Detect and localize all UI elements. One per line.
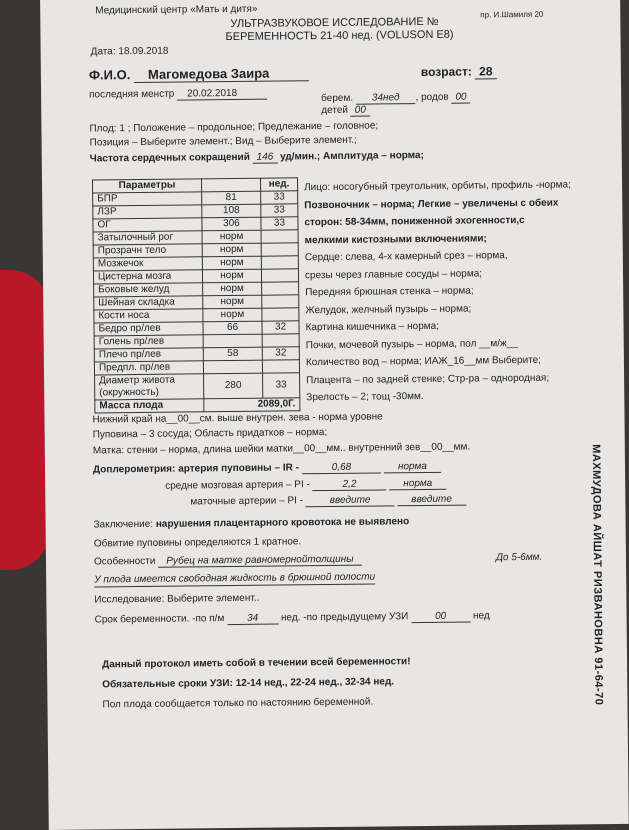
mca-row: средне мозговая артерия – PI - 2,2 норма [165,478,446,493]
table-cell: Цистерна мозга [93,270,202,284]
table-row [95,373,300,400]
cord-row: Пуповина – 3 сосуда; Область придатков – норма; [92,427,328,441]
table-cell: норм [202,243,261,257]
heart-rate-row: Частота сердечных сокращений 146 уд/мин.; Амплитуда – норма; [89,149,424,165]
table-cell: норм [202,269,261,283]
table-cell: Боковые желуд [94,283,203,297]
menstr-row: последняя менстр 20.02.2018 [89,88,267,102]
ultrasound-protocol-sheet [40,0,629,830]
table-cell: Прозрачн тело [93,244,202,258]
table-cell [203,360,262,374]
organ-line: Лицо: носогубный треугольник, орбиты, профиль -норма; [304,179,571,194]
table-cell: ЛЗР [93,205,202,219]
doc-title: УЛЬТРАЗВУКОВОЕ ИССЛЕДОВАНИЕ № [230,15,439,31]
table-cell [261,243,298,256]
conclusion-row: Заключение: нарушения плацентарного кровотока не выявлено [93,516,410,531]
pregnancy-row: берем. 34нед , родов 00 [321,91,471,105]
patient-name: Магомедова Заира [134,65,310,83]
table-cell: Плечо пр/лев [94,348,203,362]
table-cell [262,282,299,295]
table-cell [262,360,299,373]
age-row: возраст: 28 [421,65,497,78]
table-cell: Предпл. пр/лев [94,361,203,375]
organ-line: Количество вод – норма; ИАЖ_16__мм Выберите; [305,354,541,369]
patient-age: 28 [475,64,497,79]
children-row: детей 00 [321,105,370,118]
table-cell: норм [202,256,261,270]
table-cell [262,334,299,347]
table-cell: 32 [262,321,299,334]
organ-line: сторон: 58-34мм, пониженной эхогенности,с [304,214,525,229]
organ-line: Позвоночник – норма; Легкие – увеличены с обеих [304,197,559,211]
table-cell: ОГ [93,218,202,232]
doc-subtitle: БЕРЕМЕННОСТЬ 21-40 нед. (VOLUSON E8) [225,28,454,44]
fetus-position: Плод: 1 ; Положение – продольное; Предлежание – головное; [89,120,379,135]
table-cell: 306 [202,217,261,231]
table-cell: 33 [261,204,298,217]
table-cell: 108 [202,204,261,218]
uterus-row: Матка: стенки – норма, длина шейки матки__00__мм.. внутренний зев__00__мм. [92,441,471,457]
organ-line: Почки, мочевой пузырь – норма, пол __м/ж__ [305,337,518,351]
uterine-row: маточные артерии – PI - введите введите [190,494,466,509]
table-cell: 280 [204,373,263,399]
table-cell: Мозжечок [93,257,202,271]
table-cell: 33 [263,373,300,398]
table-cell: 33 [261,217,298,230]
table-cell: норм [202,230,261,244]
table-cell [262,295,299,308]
footer-sex: Пол плода сообщается только по настоянию беременной. [102,696,374,711]
organ-line: Сердце: слева, 4-х камерный срез – норма, [304,250,508,264]
organ-line: Плацента – по задней стенке; Стр-ра – однородная; [306,372,550,386]
heart-rate: 146 [253,152,278,164]
doctor-stamp: МАХМУДОВА АЙШАТ РИЗВАНОВНА 91-64-70 [589,444,605,706]
table-cell: 66 [203,321,262,335]
features-row: Особенности Рубец на матке равномернойтолщины [94,554,362,569]
table-cell: Голень пр/лев [94,335,203,349]
organ-line: Желудок, желчный пузырь – норма; [305,303,472,316]
organ-line: мелкими кистозными включениями; [304,232,487,246]
fio-row: Ф.И.О. Магомедова Заира [89,65,310,82]
organ-line: срезы через главные сосуды – норма; [304,267,483,281]
cord-wrap: Обвитие пуповины определяются 1 кратное. [93,536,302,550]
table-cell: Диаметр живота (окружность) [95,374,204,400]
table-cell: норм [203,295,262,309]
table-cell: Кости носа [94,309,203,323]
footer-keep: Данный протокол иметь собой в течении всей беременности! [102,656,411,671]
table-cell: норм [203,308,262,322]
lower-edge: Нижний край на__00__см. выше внутрен. зева - норма уровне [92,411,383,426]
table-cell [261,269,298,282]
term-row: Срок беременности. -по п/м 34 нед. -по предыдущему УЗИ 00 нед [94,610,490,626]
features-fluid: У плода имеется свободная жидкость в брюшной полости [94,571,376,586]
table-cell [262,308,299,321]
table-cell: Бедро пр/лев [94,322,203,336]
organ-line: Передняя брюшная стенка – норма; [305,285,474,299]
table-cell: Шейная складка [94,296,203,310]
table-cell: 58 [203,347,262,361]
organ-line: Зрелость – 2; тощ -30мм. [306,391,424,404]
mass-row: Масса плода 2089,0Г. [95,398,300,413]
organ-line: Картина кишечника – норма; [305,320,440,334]
table-cell: Затылочный рог [93,231,202,245]
table-cell: 32 [262,347,299,360]
fetometry-table [92,177,300,413]
center-address: пр. И.Шамиля 20 [480,9,544,20]
last-menstr: 20.02.2018 [177,88,267,101]
table-cell: норм [203,282,262,296]
table-cell [261,230,298,243]
table-cell: 81 [202,191,261,205]
center-name: Медицинский центр «Мать и дитя» [95,3,258,17]
footer-terms: Обязательные сроки УЗИ: 12-14 нед., 22-24 нед., 32-34 нед. [102,676,395,691]
table-cell [261,256,298,269]
doppler-row: Доплерометрия: артерия пуповины – IR - 0,68 норма [93,461,441,477]
date-row: Дата: 18.09.2018 [90,45,169,58]
table-cell: БПР [93,192,202,206]
fetus-view: Позиция – Выберите элемент.; Вид – Выберите элемент.; [89,134,357,149]
table-header-row: Параметры нед. [92,178,297,193]
table-cell: 33 [261,191,298,204]
features-size: До 5-6мм. [495,551,543,564]
study-row: Исследование: Выберите элемент.. [94,592,260,606]
table-cell [203,334,262,348]
